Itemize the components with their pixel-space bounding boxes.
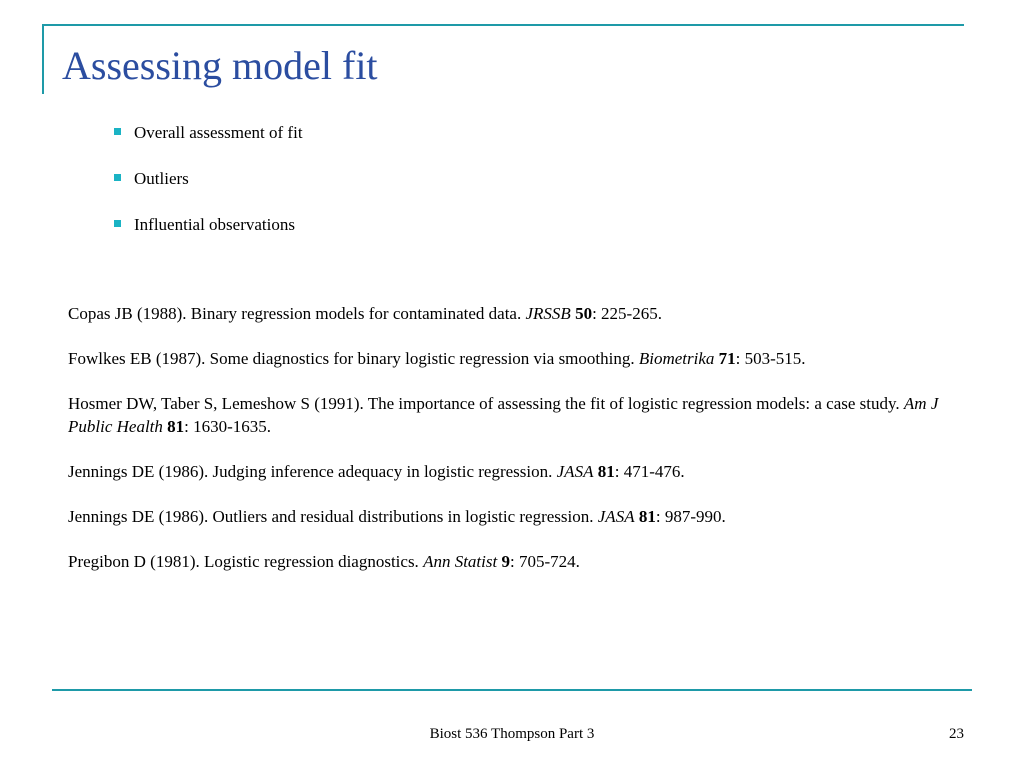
bullet-item [112, 166, 303, 212]
reference-text: Hosmer DW, Taber S, Lemeshow S (1991). The importance of assessing the fit of logistic regression models: a case study. [68, 394, 904, 413]
bullet-text: Outliers [134, 169, 189, 188]
reference-text: Copas JB (1988). Binary regression models for contaminated data. [68, 304, 526, 323]
reference-pages: : 471-476. [614, 462, 685, 481]
reference-volume: 50 [575, 304, 593, 323]
reference-item [68, 550, 948, 573]
reference-item [68, 505, 948, 528]
reference-journal: Ann Statist [423, 552, 498, 571]
reference-text: Fowlkes EB (1987). Some diagnostics for binary logistic regression via smoothing. [68, 349, 639, 368]
square-bullet-icon [114, 128, 121, 135]
reference-item [68, 460, 948, 483]
reference-journal: JRSSB [525, 304, 571, 323]
reference-volume: 9 [501, 552, 510, 571]
reference-journal: Am J Public Health [68, 394, 939, 436]
reference-journal: JASA [556, 462, 594, 481]
title-top-rule [42, 24, 964, 26]
reference-pages: : 705-724. [509, 552, 580, 571]
reference-text: Pregibon D (1981). Logistic regression diagnostics. [68, 552, 424, 571]
page-number: 23 [949, 726, 964, 742]
reference-text: Jennings DE (1986). Outliers and residual distributions in logistic regression. [68, 507, 598, 526]
bullet-list [112, 120, 303, 258]
bullet-text: Overall assessment of fit [134, 123, 303, 142]
reference-item [68, 302, 948, 325]
reference-pages: : 503-515. [735, 349, 806, 368]
footer-text: Biost 536 Thompson Part 3 [429, 726, 595, 742]
reference-volume: 71 [718, 349, 736, 368]
square-bullet-icon [114, 174, 121, 181]
footer-rule [52, 689, 972, 691]
reference-item [68, 392, 948, 438]
reference-volume: 81 [638, 507, 656, 526]
reference-pages: : 987-990. [655, 507, 726, 526]
slide-title: Assessing model fit [62, 43, 378, 88]
title-left-rule [42, 26, 44, 94]
reference-text: Jennings DE (1986). Judging inference adequacy in logistic regression. [68, 462, 557, 481]
reference-item [68, 347, 948, 370]
bullet-text: Influential observations [134, 215, 295, 234]
reference-journal: Biometrika [638, 349, 715, 368]
reference-pages: : 1630-1635. [184, 417, 272, 436]
reference-list [68, 302, 948, 595]
reference-pages: : 225-265. [592, 304, 662, 323]
reference-journal: JASA [597, 507, 635, 526]
reference-volume: 81 [597, 462, 615, 481]
square-bullet-icon [114, 220, 121, 227]
bullet-item [112, 120, 303, 166]
bullet-item [112, 212, 303, 258]
reference-volume: 81 [167, 417, 185, 436]
